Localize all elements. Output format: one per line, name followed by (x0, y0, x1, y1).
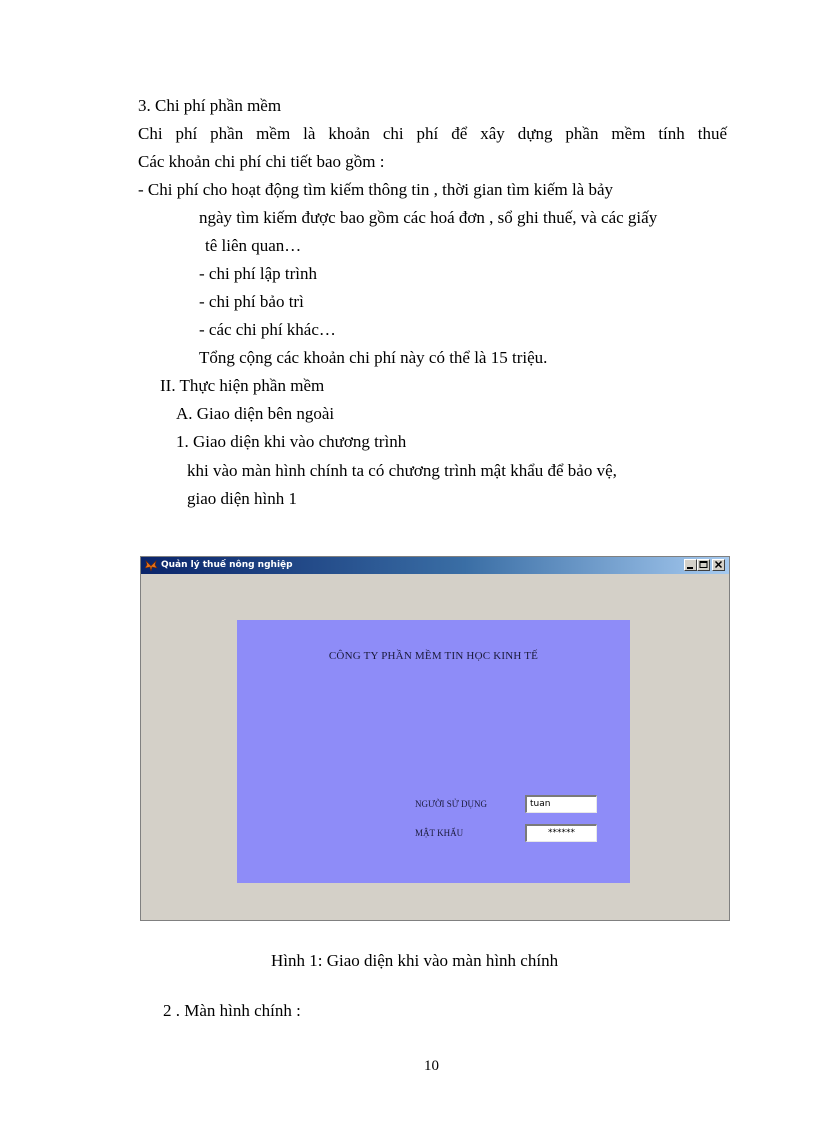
cost-item-search-cont: ngày tìm kiếm được bao gồm các hoá đơn , sổ ghi thuế, và các giấy (199, 208, 658, 227)
user-label: NGƯỜI SỬ DỤNG (415, 799, 487, 809)
next-section-heading: 2 . Màn hình chính : (163, 1001, 301, 1020)
section-heading-chi-phi-phan-mem: 3. Chi phí phần mềm (138, 96, 282, 115)
figure-caption: Hình 1: Giao diện khi vào màn hình chính (271, 951, 559, 970)
page-number: 10 (424, 1058, 439, 1074)
minimize-button[interactable] (684, 559, 697, 571)
subsection-1: 1. Giao diện khi vào chương trình (176, 432, 407, 451)
bullet-other: - các chi phí khác… (199, 320, 336, 339)
minimize-icon (685, 560, 696, 570)
description-line-1: khi vào màn hình chính ta có chương trình mật khẩu để bảo vệ, (187, 461, 617, 480)
total-cost: Tổng cộng các khoản chi phí này có thể là 15 triệu. (199, 348, 548, 367)
login-window-screenshot (140, 556, 730, 921)
login-panel (237, 620, 630, 883)
subsection-a: A. Giao diện bên ngoài (176, 404, 335, 423)
cost-item-search: - Chi phí cho hoạt động tìm kiếm thông tin , thời gian tìm kiếm là bảy (138, 180, 614, 199)
window-title: Quản lý thuế nông nghiệp (161, 560, 293, 570)
details-label: Các khoản chi phí chi tiết bao gồm : (138, 152, 385, 171)
maximize-button[interactable] (697, 559, 710, 571)
app-icon (145, 559, 158, 572)
close-icon (713, 560, 724, 570)
window-titlebar (141, 557, 729, 574)
password-input[interactable]: ****** (525, 824, 597, 842)
maximize-icon (698, 560, 709, 570)
bullet-maintenance: - chi phí bảo trì (199, 292, 304, 311)
bullet-programming: - chi phí lập trình (199, 264, 318, 283)
company-name: CÔNG TY PHẦN MỀM TIN HỌC KINH TẾ (328, 650, 539, 662)
cost-item-search-cont2: tê liên quan… (205, 236, 302, 255)
password-label: MẬT KHẨU (415, 828, 464, 838)
user-input[interactable]: tuan (525, 795, 597, 813)
intro-paragraph: Chi phí phần mềm là khoản chi phí để xây dựng phần mềm tính thuế (138, 124, 727, 143)
section-heading-thuc-hien: II. Thực hiện phần mềm (160, 376, 325, 395)
close-button[interactable] (712, 559, 725, 571)
description-line-2: giao diện hình 1 (187, 489, 298, 508)
